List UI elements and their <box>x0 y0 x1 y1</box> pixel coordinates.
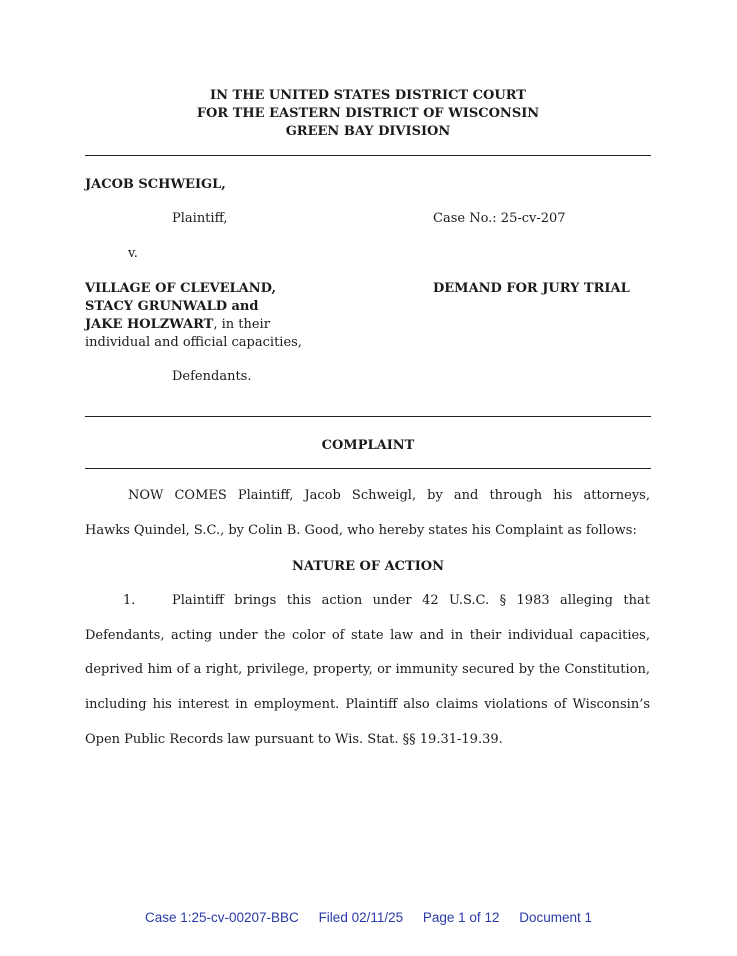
paragraph-1-line-5: Open Public Records law pursuant to Wis. Stat. §§ 19.31-19.39. <box>85 732 503 747</box>
court-line-2: FOR THE EASTERN DISTRICT OF WISCONSIN <box>196 106 540 121</box>
plaintiff-role: Plaintiff, <box>172 211 228 226</box>
defendant-holzwart-line <box>85 316 325 334</box>
ecf-footer <box>0 910 737 925</box>
case-number: Case No.: 25-cv-207 <box>433 211 566 226</box>
intro-line-1: NOW COMES Plaintiff, Jacob Schweigl, by and through his attorneys, <box>128 488 650 503</box>
court-header <box>85 87 651 141</box>
footer-filed-date: Filed 02/11/25 <box>318 910 404 925</box>
defendant-holzwart-suffix: , in their <box>213 317 270 332</box>
footer-document-number: Document 1 <box>519 910 593 925</box>
paragraph-1-line-2: Defendants, acting under the color of state law and in their individual capacities, <box>85 628 650 643</box>
paragraph-number: 1. <box>123 593 136 608</box>
defendant-grunwald: STACY GRUNWALD and <box>85 299 259 314</box>
intro-line-2: Hawks Quindel, S.C., by Colin B. Good, who hereby states his Complaint as follows: <box>85 523 637 538</box>
defendants-block <box>85 280 325 352</box>
plaintiff-name: JACOB SCHWEIGL, <box>85 177 226 192</box>
versus: v. <box>128 246 138 261</box>
caption-top-rule <box>85 155 651 156</box>
title-bottom-rule <box>85 468 651 469</box>
caption-bottom-rule <box>85 416 651 417</box>
section-heading: NATURE OF ACTION <box>292 559 444 574</box>
paragraph-1-line-1: Plaintiff brings this action under 42 U.S.C. § 1983 alleging that <box>172 593 650 608</box>
footer-case-number: Case 1:25-cv-00207-BBC <box>144 910 299 925</box>
footer-page-count: Page 1 of 12 <box>422 910 500 925</box>
document-title: COMPLAINT <box>321 438 415 453</box>
paragraph-1-line-4: including his interest in employment. Plaintiff also claims violations of Wisconsin’s <box>85 697 650 712</box>
defendant-village: VILLAGE OF CLEVELAND, <box>85 281 276 296</box>
court-line-3: GREEN BAY DIVISION <box>285 124 451 139</box>
defendants-role: Defendants. <box>172 369 252 384</box>
paragraph-1-line-3: deprived him of a right, privilege, property, or immunity secured by the Constitution, <box>85 662 650 677</box>
court-line-1: IN THE UNITED STATES DISTRICT COURT <box>210 88 526 103</box>
defendant-holzwart: JAKE HOLZWART <box>85 317 214 332</box>
defendants-capacities: individual and official capacities, <box>85 335 302 350</box>
jury-demand: DEMAND FOR JURY TRIAL <box>433 281 630 296</box>
